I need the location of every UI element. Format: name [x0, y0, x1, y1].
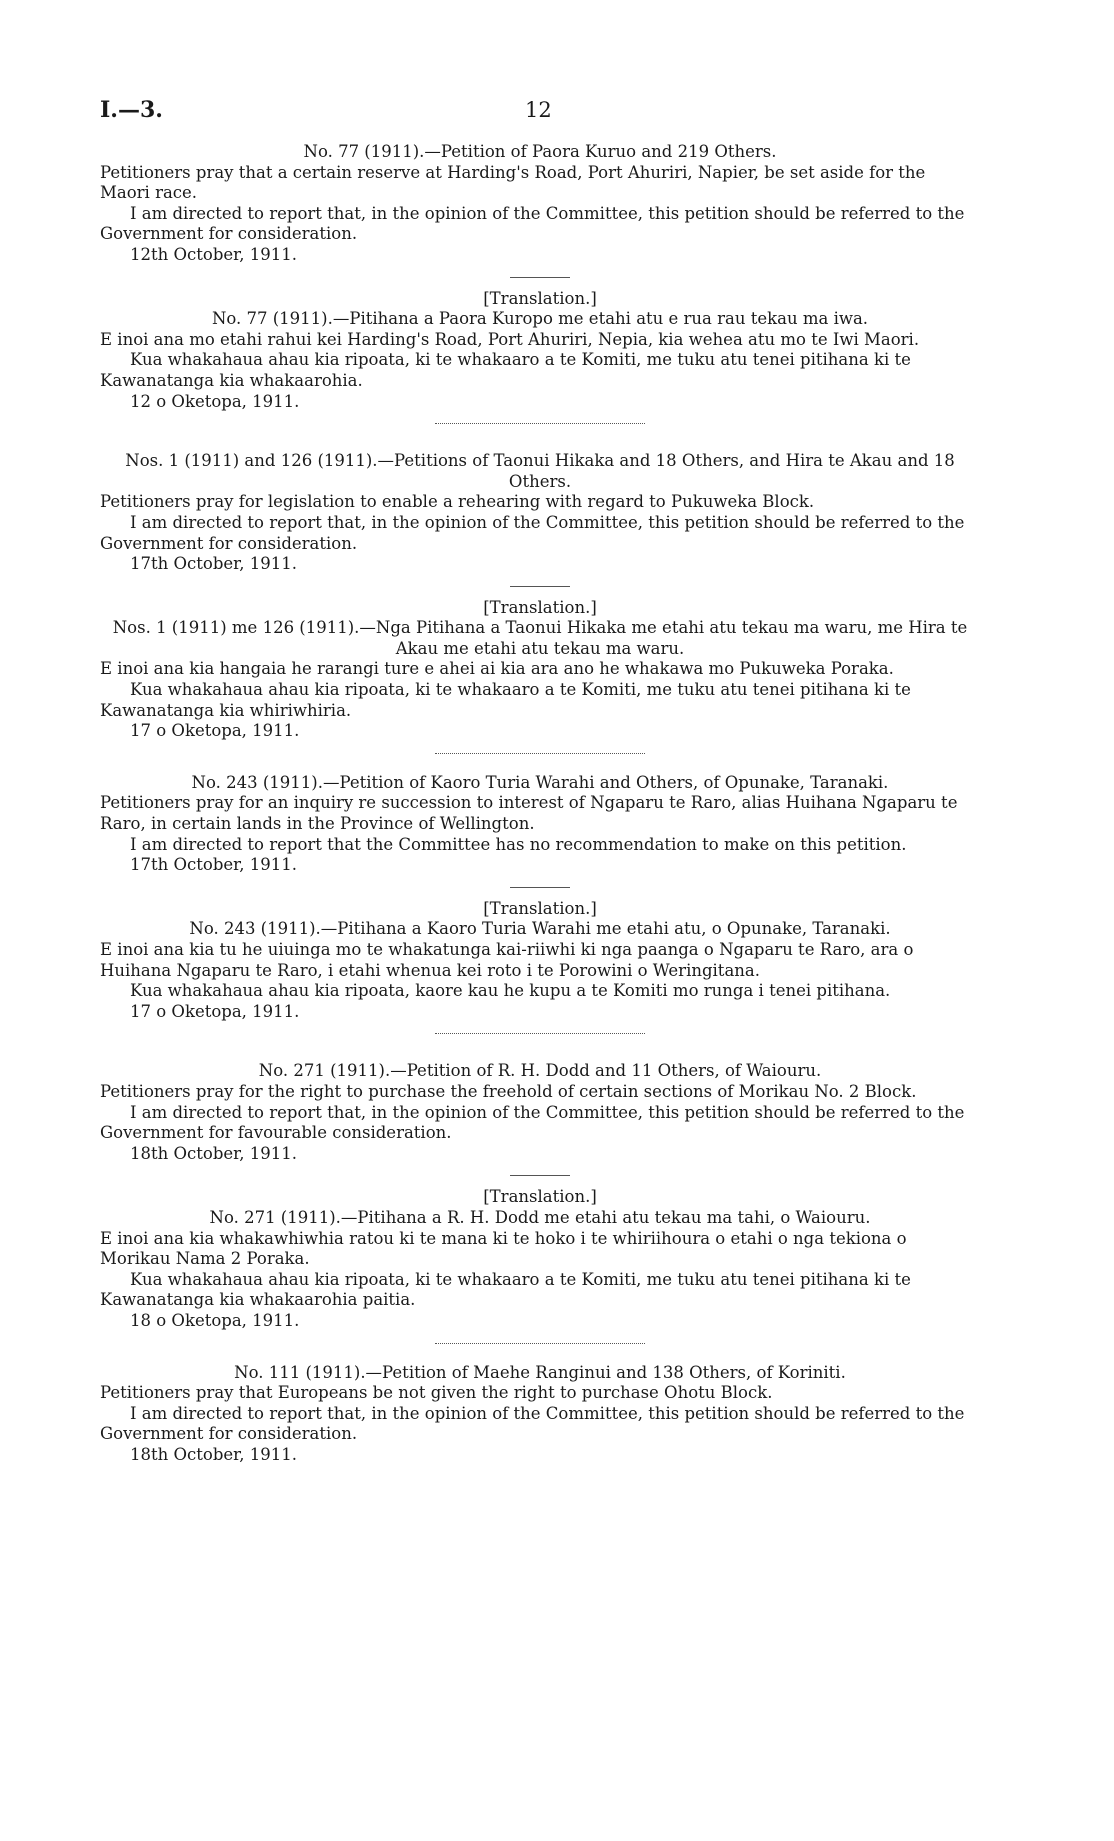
paper-reference: I.—3. — [100, 97, 163, 123]
petition-body: Petitioners pray that a certain reserve at Harding's Road, Port Ahuriri, Napier, be set aside for the Maori race. — [100, 162, 926, 203]
translation-label: [Translation.] — [483, 288, 597, 308]
divider — [435, 423, 645, 424]
divider — [435, 1033, 645, 1034]
petition-243-english — [100, 773, 980, 876]
petition-title: No. 271 (1911).—Pitihana a R. H. Dodd me etahi atu tekau ma tahi, o Waiouru. — [209, 1207, 871, 1227]
petition-271-english — [100, 1061, 980, 1164]
petition-1-126-english — [100, 451, 980, 575]
translation-label: [Translation.] — [483, 597, 597, 617]
petition-1-126-translation — [100, 598, 980, 742]
petition-title: No. 243 (1911).—Petition of Kaoro Turia Warahi and Others, of Opunake, Taranaki. — [191, 772, 889, 792]
petition-body: E inoi ana kia tu he uiuinga mo te whakatunga kai-riiwhi ki nga paanga o Ngaparu te Raro, ara o Huihana Ngaparu te Raro, i etahi whenua kei roto i te Porowini o Weringitana. — [100, 940, 914, 980]
petition-77-english — [100, 142, 980, 266]
divider — [510, 277, 570, 278]
petition-77-translation — [100, 289, 980, 413]
petition-report: I am directed to report that, in the opinion of the Committee, this petition should be referred to the Government for consideration. — [100, 1403, 965, 1444]
petition-report: I am directed to report that, in the opinion of the Committee, this petition should be referred to the Government for consideration. — [100, 512, 965, 553]
petition-date: 17 o Oketopa, 1911. — [130, 721, 300, 741]
translation-label: [Translation.] — [483, 898, 597, 918]
petition-title: No. 77 (1911).—Petition of Paora Kuruo and 219 Others. — [303, 142, 777, 161]
divider — [510, 1175, 570, 1176]
petition-report: Kua whakahaua ahau kia ripoata, kaore kau he kupu a te Komiti mo runga i tenei pitihana. — [130, 981, 891, 1001]
petition-title: No. 77 (1911).—Pitihana a Paora Kuropo me etahi atu e rua rau tekau ma iwa. — [211, 309, 869, 329]
petition-body: Petitioners pray that Europeans be not given the right to purchase Ohotu Block. — [100, 1383, 773, 1403]
petition-body: E inoi ana mo etahi rahui kei Harding's Road, Port Ahuriri, Nepia, kia wehea atu mo te Iwi Maori. — [100, 329, 920, 349]
petition-271-translation — [100, 1187, 980, 1331]
divider — [510, 586, 570, 587]
petition-title: No. 243 (1911).—Pitihana a Kaoro Turia Warahi me etahi atu, o Opunake, Taranaki. — [189, 919, 891, 939]
petition-body: Petitioners pray for the right to purchase the freehold of certain sections of Morikau No. 2 Block. — [100, 1081, 917, 1101]
divider — [510, 887, 570, 888]
petition-report: I am directed to report that, in the opinion of the Committee, this petition should be referred to the Government for consideration. — [100, 203, 965, 244]
petition-date: 12th October, 1911. — [130, 244, 297, 264]
petition-title: No. 271 (1911).—Petition of R. H. Dodd and 11 Others, of Waiouru. — [258, 1061, 822, 1081]
petition-243-translation — [100, 899, 980, 1023]
petition-date: 18th October, 1911. — [130, 1143, 297, 1163]
petition-date: 17th October, 1911. — [130, 855, 297, 875]
petition-date: 18 o Oketopa, 1911. — [130, 1310, 300, 1330]
page-number: 12 — [525, 98, 552, 122]
petition-report: I am directed to report that, in the opinion of the Committee, this petition should be referred to the Government for favourable consideration. — [100, 1102, 965, 1143]
petition-body: Petitioners pray for an inquiry re succession to interest of Ngaparu te Raro, alias Huihana Ngaparu te Raro, in certain lands in the Province of Wellington. — [100, 793, 958, 834]
petition-body: Petitioners pray for legislation to enable a rehearing with regard to Pukuweka Block. — [100, 492, 815, 512]
petition-body: E inoi ana kia whakawhiwhia ratou ki te mana ki te hoko i te whiriihoura o etahi o nga tekiona o Morikau Nama 2 Poraka. — [100, 1228, 907, 1269]
petition-date: 12 o Oketopa, 1911. — [130, 391, 300, 411]
petition-date: 18th October, 1911. — [130, 1444, 297, 1464]
petition-report: Kua whakahaua ahau kia ripoata, ki te whakaaro a te Komiti, me tuku atu tenei pitihana ki te Kawanatanga kia whakaarohia. — [100, 350, 911, 390]
divider — [435, 1343, 645, 1344]
petition-date: 17 o Oketopa, 1911. — [130, 1001, 300, 1021]
petition-report: Kua whakahaua ahau kia ripoata, ki te whakaaro a te Komiti, me tuku atu tenei pitihana ki te Kawanatanga kia whakaarohia paitia. — [100, 1269, 911, 1310]
translation-label: [Translation.] — [483, 1187, 597, 1207]
petition-report: Kua whakahaua ahau kia ripoata, ki te whakaaro a te Komiti, me tuku atu tenei pitihana ki te Kawanatanga kia whiriwhiria. — [100, 680, 911, 720]
petition-report: I am directed to report that the Committee has no recommendation to make on this petition. — [130, 834, 907, 854]
petition-title: Nos. 1 (1911) and 126 (1911).—Petitions of Taonui Hikaka and 18 Others, and Hira te Akau and 18 Others. — [125, 451, 955, 491]
petition-body: E inoi ana kia hangaia he rarangi ture e ahei ai kia ara ano he whakawa mo Pukuweka Poraka. — [100, 659, 894, 679]
divider — [435, 753, 645, 754]
petition-title: Nos. 1 (1911) me 126 (1911).—Nga Pitihana a Taonui Hikaka me etahi atu tekau ma waru, me Hira te Akau me etahi atu tekau ma waru. — [112, 618, 968, 658]
petition-title: No. 111 (1911).—Petition of Maehe Ranginui and 138 Others, of Koriniti. — [234, 1362, 846, 1382]
petition-date: 17th October, 1911. — [130, 554, 297, 574]
petition-111-english — [100, 1363, 980, 1466]
